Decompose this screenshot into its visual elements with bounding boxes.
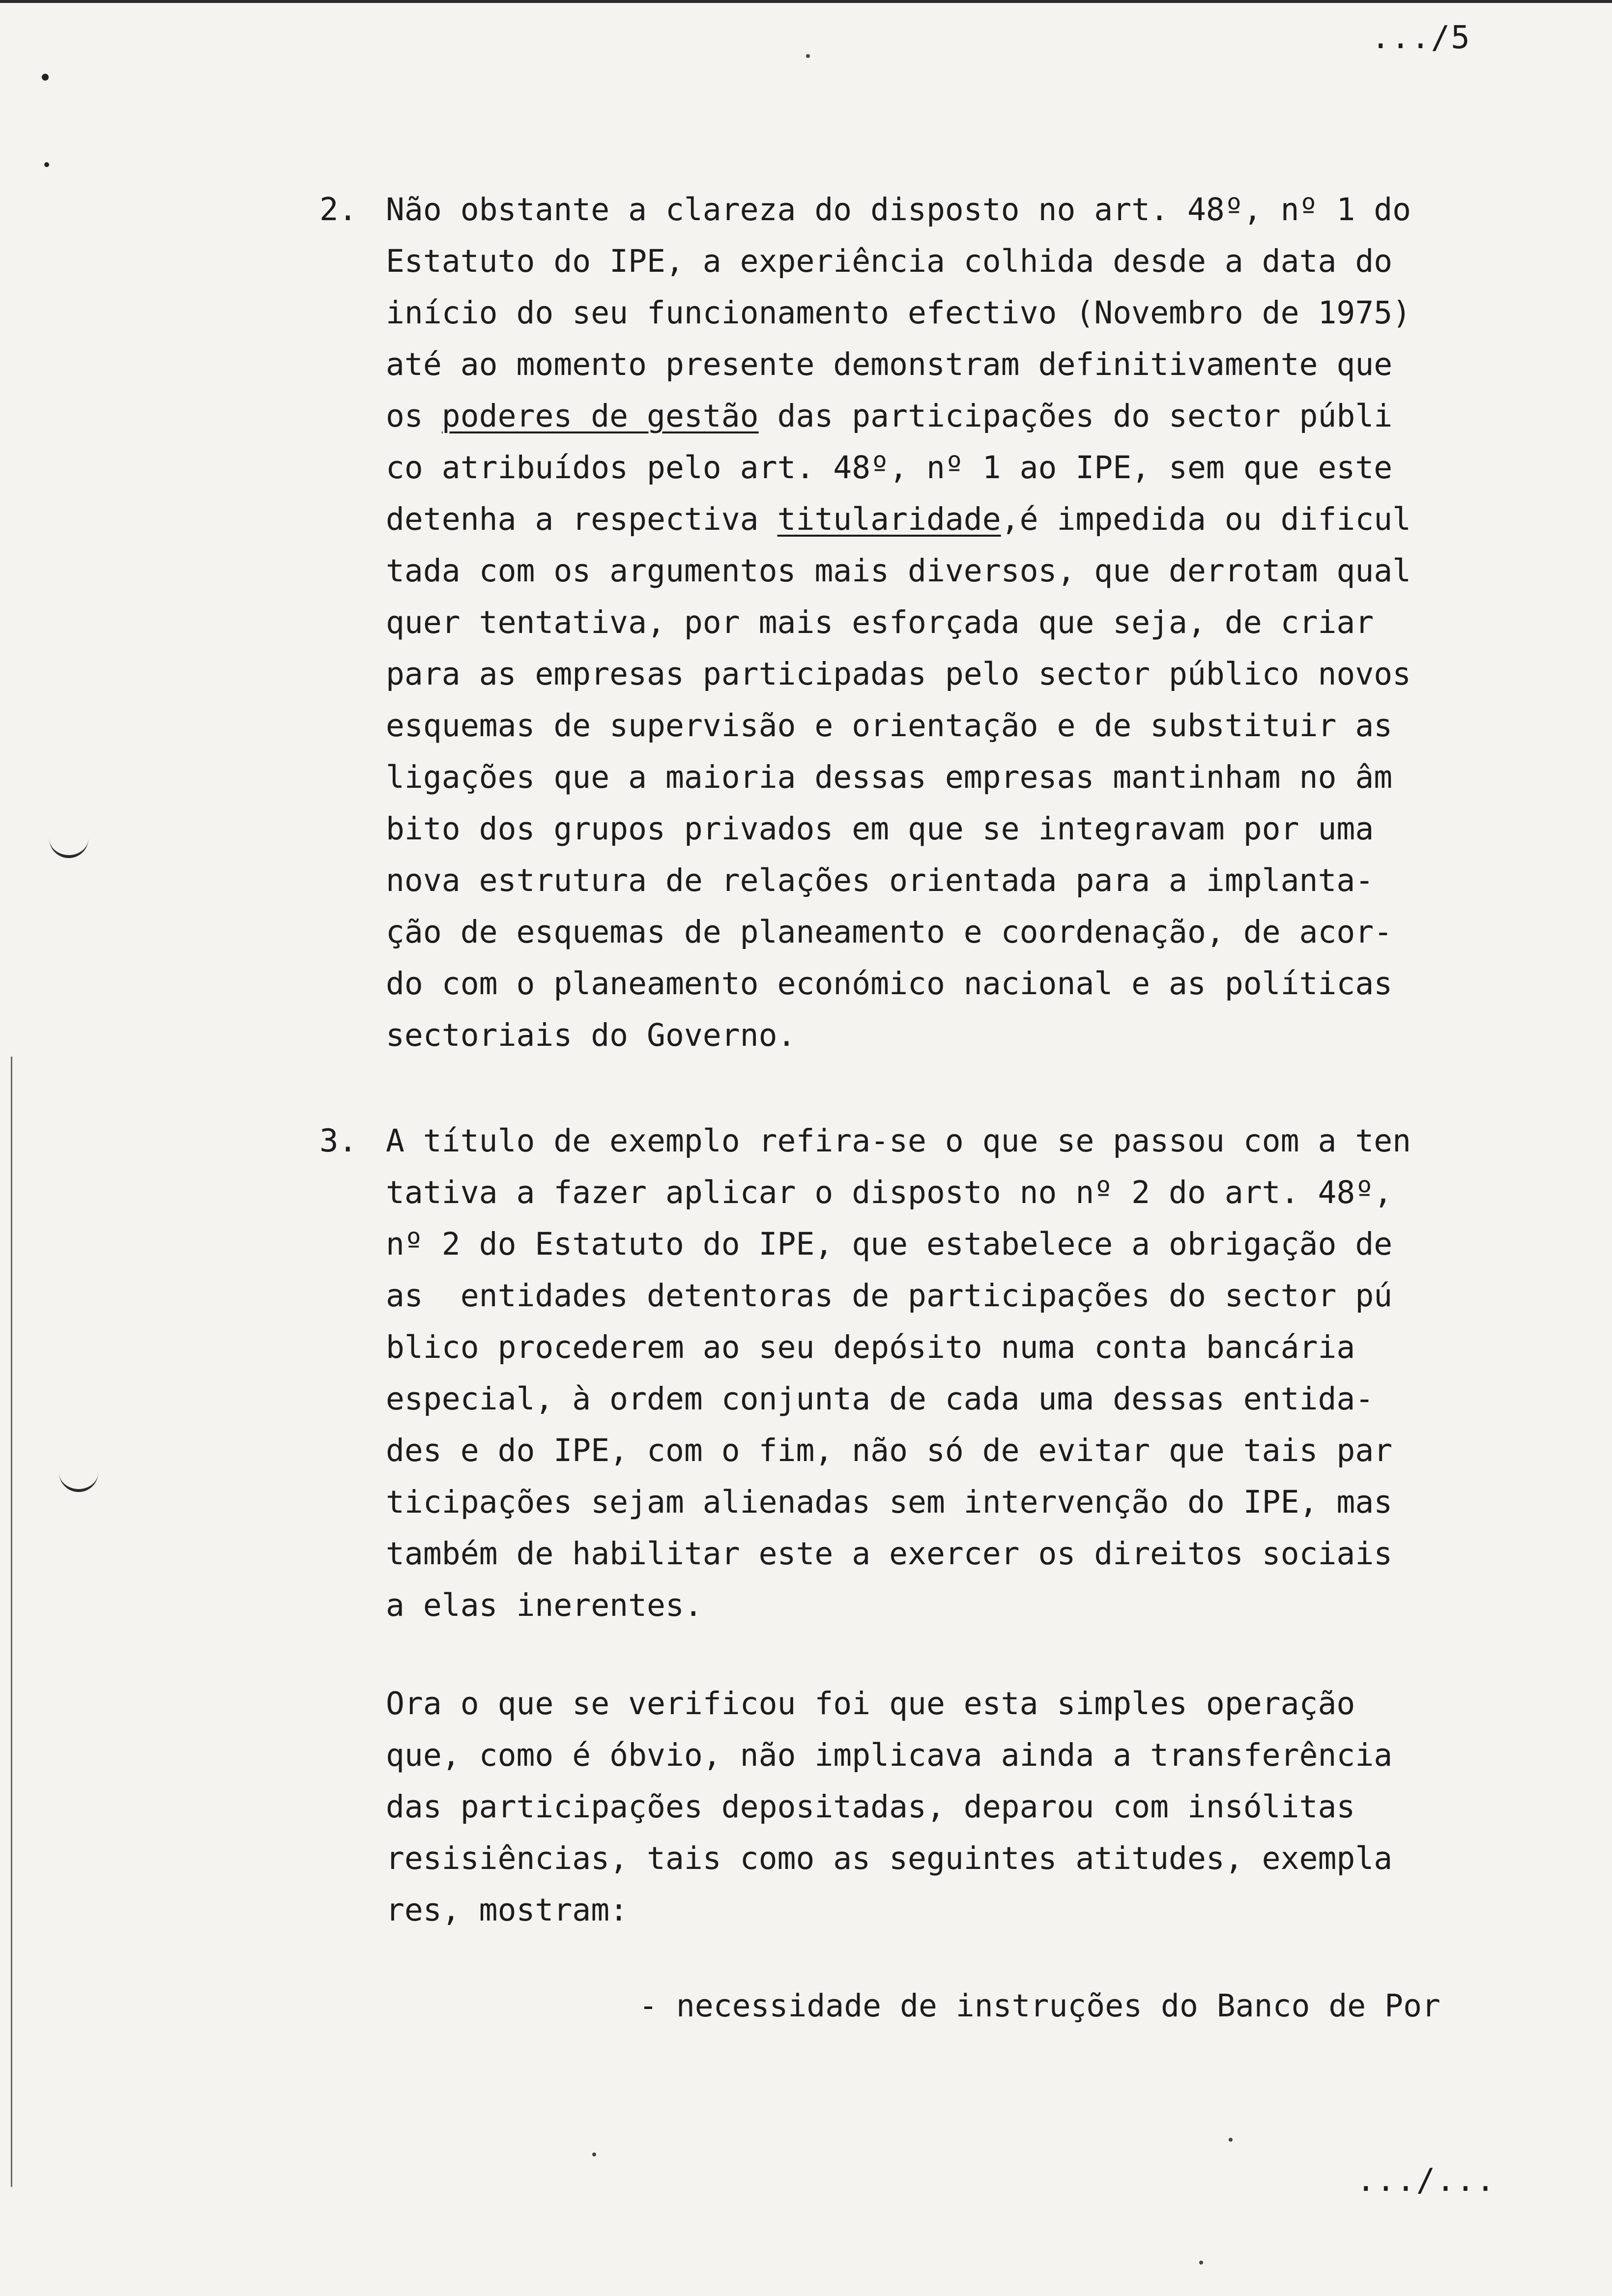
text-run: esquemas de supervisão e orientação e de substituir as [386,708,1393,744]
text-run: para as empresas participadas pelo sector público novos [386,656,1411,692]
scan-margin-line [11,1057,12,2187]
scan-speck [1229,2138,1233,2142]
underlined-text: poderes de gestão [441,398,759,434]
text-run: detenha a respectiva [386,501,777,537]
paragraph4-line [386,1737,1392,1773]
paragraph2-line [386,450,1392,486]
page-number: .../5 [1371,20,1471,56]
paragraph3-line [386,1278,1392,1314]
paragraph2-line [386,914,1392,950]
text-run: ,é impedida ou dificul [1001,501,1411,537]
text-run: a elas inerentes. [386,1587,703,1623]
scan-speck [1199,2261,1203,2265]
text-run: os [386,398,442,434]
scan-speck [806,54,810,58]
underlined-text: titularidade [777,501,1001,537]
paragraph4-line [386,1840,1392,1876]
binder-hole-arc [59,1464,98,1492]
text-run: ção de esquemas de planeamento e coordenação, de acor- [386,914,1393,950]
text-run: resisiências, tais como as seguintes atitudes, exempla [386,1840,1393,1876]
paragraph2-line [386,553,1411,589]
paragraph3-line [386,1175,1392,1210]
paragraph3-line [386,1123,1411,1159]
text-run: especial, à ordem conjunta de cada uma dessas entida- [386,1381,1374,1417]
text-run: - necessidade de instruções do Banco de Por [639,1988,1440,2024]
text-run: início do seu funcionamento efectivo (Novembro de 1975) [386,295,1411,331]
paragraph4-line [386,1789,1355,1825]
text-run: nova estrutura de relações orientada para a implanta- [386,862,1374,898]
text-run: nº 2 do Estatuto do IPE, que estabelece a obrigação de [386,1226,1393,1262]
text-run: do com o planeamento económico nacional e as políticas [386,966,1393,1002]
paragraph3-line [386,1536,1392,1572]
text-run: sectoriais do Governo. [386,1017,796,1053]
text-run: das participações do sector públi [758,398,1393,434]
paragraph2-line [386,759,1392,795]
text-run: até ao momento presente demonstram definitivamente que [386,346,1393,382]
text-run: Estatuto do IPE, a experiência colhida desde a data do [386,243,1393,279]
paragraph2-line [386,862,1374,898]
text-run: ticipações sejam alienadas sem intervenção do IPE, mas [386,1484,1393,1520]
text-run: das participações depositadas, deparou com insólitas [386,1789,1355,1825]
paragraph2-line [386,604,1374,640]
continued-marker: .../... [1356,2162,1496,2199]
text-run: quer tentativa, por mais esforçada que seja, de criar [386,604,1374,640]
bullet-line [639,1988,1440,2024]
text-run: A título de exemplo refira-se o que se passou com a ten [386,1123,1411,1159]
paragraph3-line [386,1329,1355,1365]
paragraph3-number: 3. [319,1123,358,1159]
paragraph2-line [386,501,1411,537]
paragraph2-line [386,1017,796,1053]
page-top-edge [0,0,1612,3]
paragraph4-line [386,1892,628,1928]
text-run: tativa a fazer aplicar o disposto no nº 2 do art. 48º, [386,1175,1393,1210]
text-run: Não obstante a clareza do disposto no art. 48º, nº 1 do [386,192,1411,228]
text-run: também de habilitar este a exercer os direitos sociais [386,1536,1393,1572]
paragraph2-line [386,243,1392,279]
paragraph2-line [386,708,1392,744]
text-run: co atribuídos pelo art. 48º, nº 1 ao IPE, sem que este [386,450,1393,486]
paragraph2-line [386,192,1411,228]
text-run: as entidades detentoras de participações do sector pú [386,1278,1393,1314]
binder-hole-dot [42,74,49,81]
text-run: res, mostram: [386,1892,629,1928]
paragraph3-line [386,1484,1392,1520]
text-run: Ora o que se verificou foi que esta simples operação [386,1686,1355,1722]
paragraph2-line [386,811,1374,847]
binder-hole-arc [49,831,88,858]
binder-hole-dot [44,162,49,167]
paragraph2-line [386,346,1392,382]
paragraph2-number: 2. [319,192,358,228]
text-run: que, como é óbvio, não implicava ainda a transferência [386,1737,1393,1773]
paragraph3-line [386,1381,1374,1417]
text-run: blico procederem ao seu depósito numa conta bancária [386,1329,1355,1365]
paragraph3-line [386,1587,703,1623]
scan-speck [592,2152,596,2156]
paragraph2-line [386,295,1411,331]
paragraph3-line [386,1226,1392,1262]
text-run: des e do IPE, com o fim, não só de evitar que tais par [386,1433,1393,1468]
text-run: ligações que a maioria dessas empresas mantinham no âm [386,759,1393,795]
paragraph2-line [386,398,1392,434]
paragraph4-line [386,1686,1355,1722]
paragraph2-line [386,656,1411,692]
text-run: tada com os argumentos mais diversos, que derrotam qual [386,553,1411,589]
text-run: bito dos grupos privados em que se integravam por uma [386,811,1374,847]
paragraph3-line [386,1433,1392,1468]
paragraph2-line [386,966,1392,1002]
